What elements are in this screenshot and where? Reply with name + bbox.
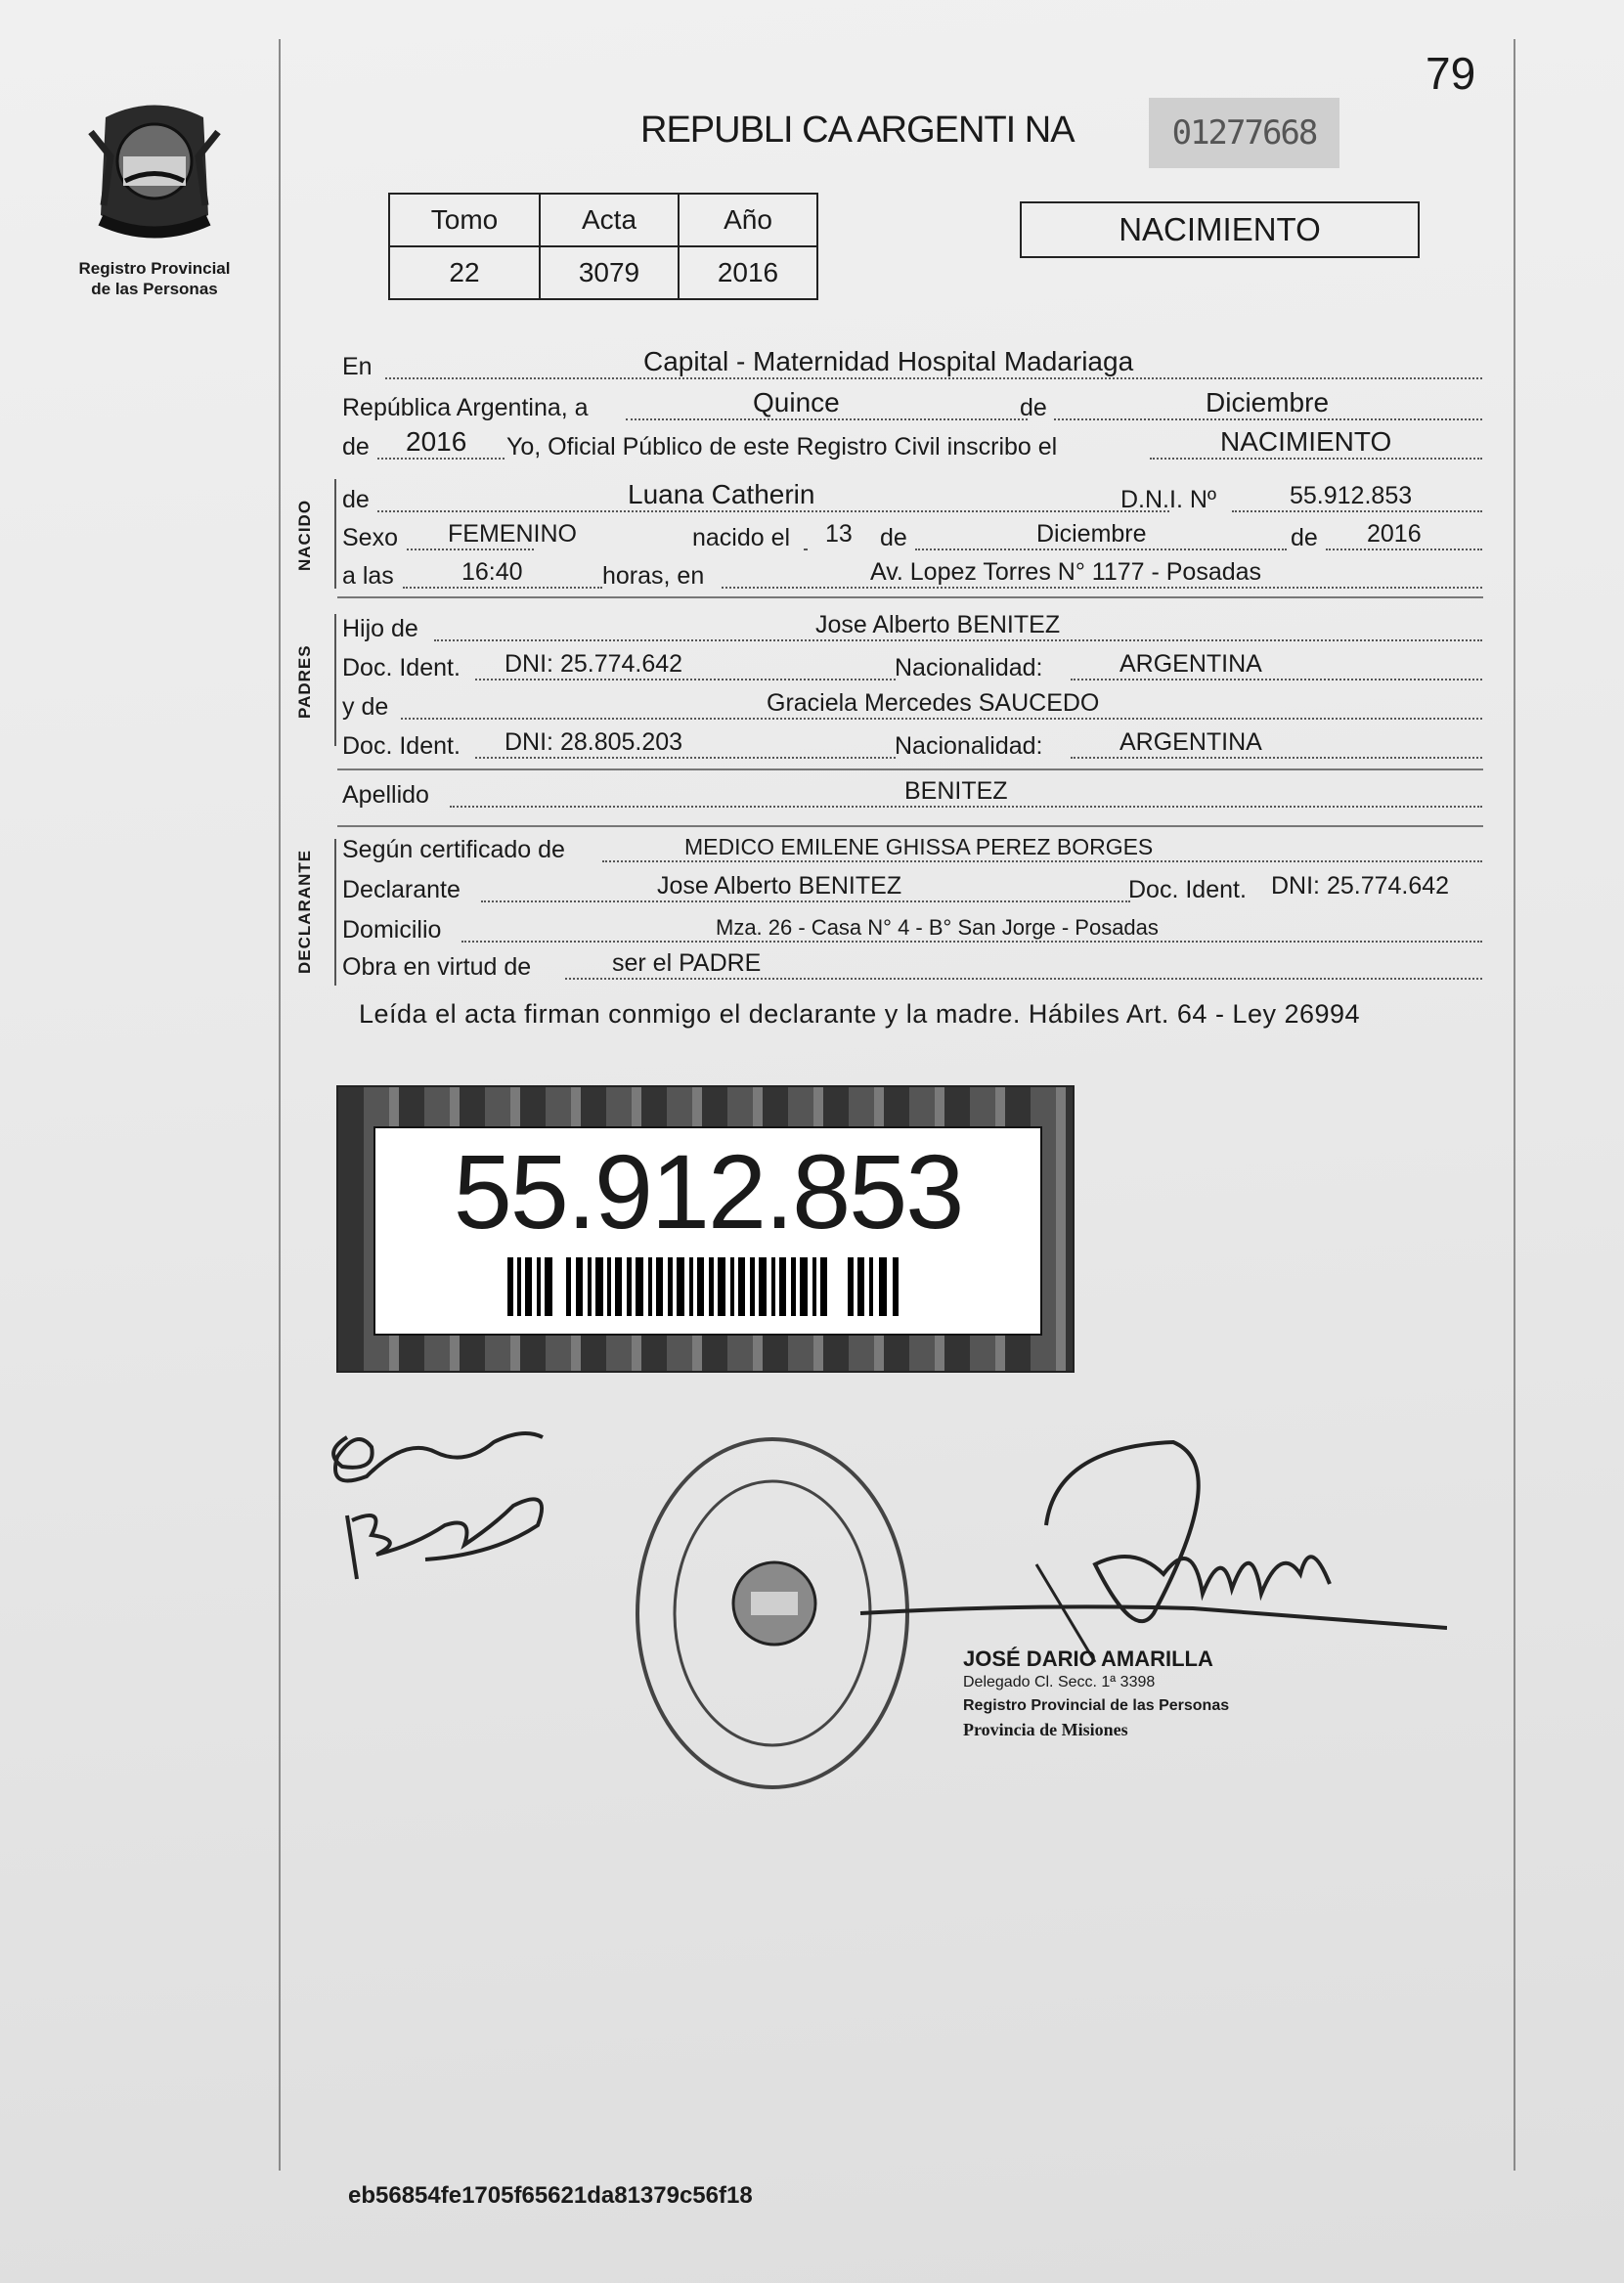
label-de: de	[342, 486, 370, 513]
dotted-leader	[1054, 418, 1482, 420]
dotted-leader	[407, 549, 534, 550]
section-divider	[337, 768, 1483, 770]
value-declarante-doc: DNI: 25.774.642	[1271, 872, 1450, 900]
dotted-leader	[475, 679, 896, 681]
logo-caption: Registro Provincial de las Personas	[78, 259, 231, 298]
value-nacido-anio: 2016	[1367, 520, 1422, 548]
right-margin-line	[1514, 39, 1515, 2171]
row-anio	[342, 426, 1482, 465]
row-republica	[342, 387, 1482, 426]
table-cell: 3079	[540, 246, 679, 299]
dni-sticker	[336, 1085, 1075, 1373]
label-nacionalidad: Nacionalidad:	[895, 654, 1043, 681]
official-province: Provincia de Misiones	[963, 1720, 1128, 1739]
dotted-leader	[915, 549, 1287, 550]
label-apellido: Apellido	[342, 781, 429, 809]
section-bar	[334, 614, 336, 746]
label-y-de: y de	[342, 693, 389, 721]
value-domicilio-nacimiento: Av. Lopez Torres N° 1177 - Posadas	[870, 558, 1262, 586]
dotted-leader	[481, 900, 1130, 902]
label-nacido-el: nacido el	[692, 524, 791, 551]
section-bar	[334, 839, 336, 986]
dotted-leader	[1071, 757, 1482, 759]
dotted-leader	[450, 806, 1482, 808]
dotted-leader	[626, 418, 1028, 420]
row-madre-doc	[342, 729, 1482, 765]
section-divider	[337, 825, 1483, 827]
row-en	[342, 346, 1482, 385]
mother-signature	[318, 1398, 572, 1594]
value-padre: Jose Alberto BENITEZ	[815, 611, 1061, 638]
dni-sticker-number: 55.912.853	[453, 1132, 963, 1251]
row-padre	[342, 612, 1482, 647]
value-madre-nacionalidad: ARGENTINA	[1119, 728, 1262, 756]
label-sexo: Sexo	[342, 524, 398, 551]
label-de: de	[1291, 524, 1318, 551]
row-apellido	[342, 778, 1482, 813]
value-apellido: BENITEZ	[904, 777, 1008, 805]
official-title: Delegado Cl. Secc. 1ª 3398	[963, 1674, 1156, 1690]
legal-text: Leída el acta firman conmigo el declarante y la madre. Hábiles Art. 64 - Ley 26994	[359, 999, 1361, 1029]
value-declarante-domicilio: Mza. 26 - Casa N° 4 - B° San Jorge - Posadas	[716, 915, 1159, 940]
value-nombre: Luana Catherin	[628, 479, 815, 509]
table-cell: 22	[389, 246, 540, 299]
label-domicilio: Domicilio	[342, 916, 442, 944]
dotted-leader	[401, 718, 1482, 720]
country-title: REPUBLI CA ARGENTI NA	[640, 110, 1075, 151]
value-nacido-dia: 13	[825, 520, 853, 548]
value-certificado: MEDICO EMILENE GHISSA PEREZ BORGES	[684, 834, 1154, 859]
label-doc-ident: Doc. Ident.	[1128, 876, 1247, 903]
label-nacionalidad: Nacionalidad:	[895, 732, 1043, 760]
row-declarante	[342, 873, 1482, 908]
tomo-acta-table	[388, 193, 818, 300]
row-domicilio	[342, 913, 1482, 948]
official-name: JOSÉ DARIO AMARILLA	[963, 1646, 1213, 1671]
label-horas-en: horas, en	[602, 562, 705, 590]
value-nacido-mes: Diciembre	[1036, 520, 1147, 548]
barcode-icon	[507, 1257, 908, 1316]
section-label-padres: PADRES	[295, 644, 314, 719]
value-mes: Diciembre	[1206, 387, 1330, 417]
dotted-leader	[722, 587, 1482, 589]
dotted-leader	[377, 458, 505, 460]
label-yo-oficial: Yo, Oficial Público de este Registro Civil inscribo el	[506, 433, 1058, 461]
label-republica: República Argentina, a	[342, 394, 589, 421]
table-header: Año	[679, 194, 817, 246]
label-hijo-de: Hijo de	[342, 615, 418, 642]
dotted-leader	[1071, 679, 1482, 681]
dotted-leader	[1150, 458, 1482, 460]
row-nombre	[342, 479, 1482, 518]
row-obra-virtud	[342, 950, 1482, 986]
record-type-box: NACIMIENTO	[1020, 201, 1420, 258]
official-signature	[841, 1427, 1447, 1672]
label-a-las: a las	[342, 562, 394, 590]
value-obra-virtud: ser el PADRE	[612, 949, 762, 977]
dotted-leader	[385, 377, 1482, 379]
misiones-coat-of-arms-logo	[86, 98, 223, 254]
document-hash: eb56854fe1705f65621da81379c56f18	[348, 2182, 753, 2209]
label-declarante: Declarante	[342, 876, 461, 903]
value-madre: Graciela Mercedes SAUCEDO	[767, 689, 1100, 717]
section-label-nacido: NACIDO	[295, 499, 314, 571]
value-declarante: Jose Alberto BENITEZ	[657, 872, 902, 900]
table-header: Tomo	[389, 194, 540, 246]
row-sexo	[342, 521, 1482, 556]
dotted-leader	[461, 941, 1482, 943]
dotted-leader	[475, 757, 896, 759]
label-segun-certificado: Según certificado de	[342, 836, 565, 863]
official-office: Registro Provincial de las Personas	[963, 1697, 1230, 1714]
label-de: de	[880, 524, 907, 551]
label-de: de	[342, 433, 370, 461]
dni-sticker-label	[373, 1126, 1042, 1336]
value-madre-doc: DNI: 28.805.203	[505, 728, 683, 756]
serial-number: 01277668	[1149, 98, 1339, 168]
label-doc-ident: Doc. Ident.	[342, 654, 461, 681]
value-padre-doc: DNI: 25.774.642	[505, 650, 683, 678]
value-tipo: NACIMIENTO	[1220, 426, 1392, 457]
dotted-leader	[565, 978, 1482, 980]
dotted-leader	[804, 549, 808, 550]
value-anio-acta: 2016	[406, 426, 467, 457]
table-cell: 2016	[679, 246, 817, 299]
dotted-leader	[377, 510, 1169, 512]
value-dia: Quince	[753, 387, 840, 417]
row-hora	[342, 559, 1482, 594]
table-header: Acta	[540, 194, 679, 246]
section-bar	[334, 479, 336, 589]
value-dni: 55.912.853	[1290, 482, 1413, 509]
label-doc-ident: Doc. Ident.	[342, 732, 461, 760]
label-dni: D.N.I. Nº	[1120, 486, 1217, 513]
section-divider	[337, 596, 1483, 598]
left-margin-line	[279, 39, 281, 2171]
label-obra-virtud: Obra en virtud de	[342, 953, 532, 981]
label-en: En	[342, 353, 373, 380]
value-lugar: Capital - Maternidad Hospital Madariaga	[643, 346, 1134, 376]
label-de: de	[1020, 394, 1047, 421]
row-madre	[342, 690, 1482, 725]
dotted-leader	[1326, 549, 1482, 550]
page-number: 79	[1426, 48, 1476, 99]
section-label-declarante: DECLARANTE	[295, 849, 314, 974]
row-certificado	[342, 833, 1482, 868]
row-padre-doc	[342, 651, 1482, 686]
dotted-leader	[403, 587, 602, 589]
value-sexo: FEMENINO	[448, 520, 577, 548]
official-stamp	[963, 1647, 1229, 1741]
dotted-leader	[1232, 510, 1482, 512]
dotted-leader	[602, 860, 1482, 862]
value-hora: 16:40	[461, 558, 523, 586]
value-padre-nacionalidad: ARGENTINA	[1119, 650, 1262, 678]
dotted-leader	[434, 639, 1482, 641]
